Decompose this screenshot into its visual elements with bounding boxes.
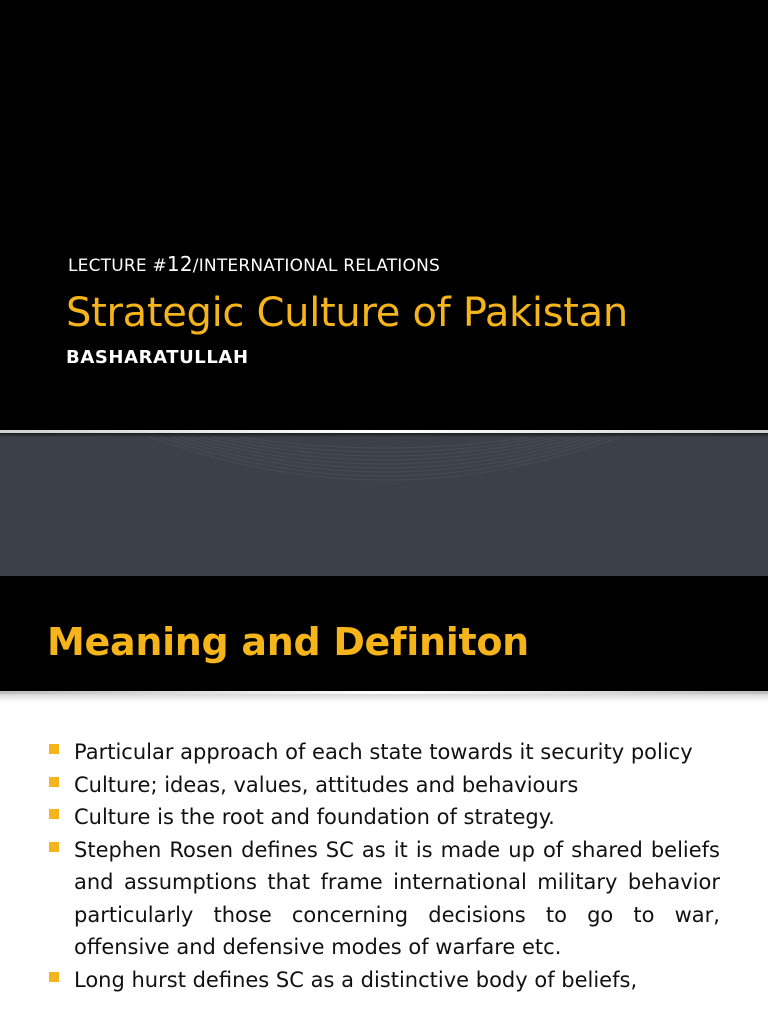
decorative-arc-pattern [0, 437, 768, 576]
bullet-item [48, 834, 720, 964]
bullet-item [48, 801, 720, 834]
bullet-text: Long hurst defines SC as a distinctive body of beliefs, [74, 967, 638, 992]
content-slide [0, 576, 768, 1024]
content-header-band [0, 576, 768, 691]
header-divider-shadow [0, 694, 768, 702]
bullet-square-icon [49, 777, 59, 787]
bullet-text: Stephen Rosen defines SC as it is made up of shared beliefs and assumptions that frame international military behavior particularly those concerning decisions to go to war, offensive and defensive modes of warfare etc. [74, 837, 720, 959]
bullet-text: Particular approach of each state towards it security policy [74, 740, 693, 764]
lecture-subtitle-suffix: /INTERNATIONAL RELATIONS [192, 256, 441, 276]
lecture-subtitle-prefix: LECTURE # [68, 256, 167, 276]
bullet-item [48, 964, 720, 997]
bullet-item [48, 736, 720, 769]
lecture-number: 12 [166, 252, 193, 276]
author-name: BASHARATULLAH [66, 347, 249, 368]
bullet-item [48, 769, 720, 802]
bullet-text: Culture is the root and foundation of strategy. [74, 805, 555, 829]
bullet-square-icon [49, 744, 59, 754]
section-title: Meaning and Definiton [47, 620, 529, 664]
bullet-square-icon [49, 842, 59, 852]
lecture-subtitle [68, 252, 440, 276]
decorative-band [0, 437, 768, 576]
slide-title: Strategic Culture of Pakistan [66, 290, 628, 336]
bullet-text: Culture; ideas, values, attitudes and behaviours [74, 772, 579, 797]
bullet-list [48, 736, 720, 996]
bullet-square-icon [49, 809, 59, 819]
bullet-square-icon [49, 972, 59, 982]
